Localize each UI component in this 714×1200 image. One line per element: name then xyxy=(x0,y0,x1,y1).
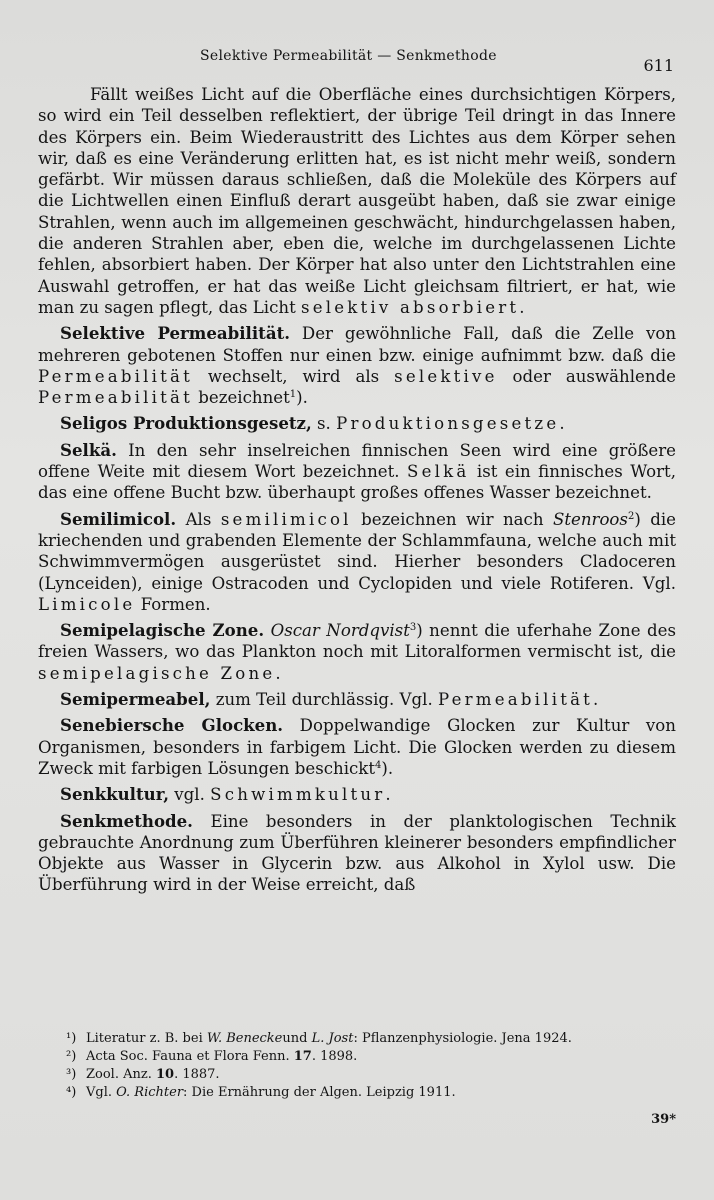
footnote-2: ²) Acta Soc. Fauna et Flora Fenn. 17. 1898. xyxy=(66,1049,358,1064)
entry-headword: Semilimicol. xyxy=(60,508,177,529)
entry-headword: Selkä. xyxy=(60,439,117,460)
footnote-4: ⁴) Vgl. O. Richter: Die Ernährung der Algen. Leipzig 1911. xyxy=(66,1085,456,1100)
page-header xyxy=(60,44,674,74)
footnote-ref: 1 xyxy=(289,389,297,401)
entry-headword: Senkkultur, xyxy=(60,784,170,805)
entry-senkkultur: Senkkultur, vgl. Schwimmkultur. xyxy=(60,784,391,805)
printer-signature: 39* xyxy=(651,1112,676,1127)
entry-senebiersche-glocken: Senebiersche Glocken. Doppelwandige Glocken zur Kultur von Organismen, besonders in farbigem Licht. Die Glocken werden zu diesem Zweck mit farbigen Lösungen beschickt$^4$). xyxy=(38,715,676,778)
entry-semipelagische-zone: Semipelagische Zone. Oscar Nordqvist$^3$) nennt die uferhahe Zone des freien Wassers, wo das Plankton noch mit Litoralformen vermischt ist, die semipelagische Zone. xyxy=(38,620,676,683)
entry-headword: Senkmethode. xyxy=(60,810,193,831)
entry-headword: Semipelagische Zone. xyxy=(60,620,265,641)
footnotes xyxy=(38,1030,676,1102)
intro-paragraph: Fällt weißes Licht auf die Oberfläche eines durchsichtigen Körpers, so wird ein Teil desselben reflektiert, der übrige Teil dringt in das Innere des Körpers ein. Beim Wiederaustritt des Lichtes aus dem Körper sehen wir, daß es eine Veränderung erlitten hat, es ist nicht mehr weiß, sondern gefärbt. Wir müssen daraus schließen, daß die Moleküle des Körpers auf die Lichtwellen einen Einfluß derart ausgeübt haben, daß sie zwar einige Strahlen, wenn auch im allgemeinen geschwächt, hindurchgelassen haben, die anderen Strahlen aber, eben die, welche im durchgelassenen Lichte fehlen, absorbiert haben. Der Körper hat also unter den Lichtstrahlen eine Auswahl getroffen, er hat das weiße Licht gleichsam filtriert, er hat, wie man zu sagen pflegt, das Licht selektiv absorbiert. xyxy=(38,85,676,317)
running-head: Selektive Permeabilität — Senkmethode xyxy=(200,48,497,64)
entry-headword: Seligos Produktionsgesetz, xyxy=(60,413,312,434)
entry-selektive-permeabilitaet: Selektive Permeabilität. Der gewöhnliche Fall, daß die Zelle von mehreren gebotenen Stoffen nur einen bzw. einige aufnimmt bzw. daß die Permeabilität wechselt, wird als selektive oder auswählende Permeabilität bezeichnet$^1$). xyxy=(38,323,677,408)
entry-seligos: Seligos Produktionsgesetz, s. Produktionsgesetze. xyxy=(60,413,565,434)
body-text xyxy=(38,84,676,896)
entry-headword: Selektive Permeabilität. xyxy=(60,323,291,344)
footnote-ref: 2 xyxy=(627,510,635,522)
footnote-3: ³) Zool. Anz. 10. 1887. xyxy=(66,1067,220,1082)
entry-semipermeabel: Semipermeabel, zum Teil durchlässig. Vgl. Permeabilität. xyxy=(60,689,599,710)
entry-semilimicol: Semilimicol. Als semilimicol bezeichnen wir nach Stenroos$^2$) die kriechenden und grabenden Elemente der Schlammfauna, welche auch mit Schwimmvermögen ausgerüstet sind. Hierher besonders Cladoceren (Lynceiden), einige Ostracoden und Cyclopiden und viele Rotiferen. Vgl. Limicole Formen. xyxy=(38,508,677,614)
entry-senkmethode: Senkmethode. Eine besonders in der planktologischen Technik gebrauchte Anordnung zum Überführen kleinerer besonders empfindlicher Objekte aus Wasser in Glycerin bzw. aus Alkohol in Xylol usw. Die Überführung wird in der Weise erreicht, daß xyxy=(38,810,676,895)
footnote-ref: 4 xyxy=(375,759,382,771)
footnote-ref: 3 xyxy=(409,622,417,634)
entry-headword: Semipermeabel, xyxy=(60,689,211,710)
entry-headword: Senebiersche Glocken. xyxy=(60,715,284,736)
entry-selkae: Selkä. In den sehr inselreichen finnischen Seen wird eine größere offene Weite mit diesem Wort bezeichnet. Selkä ist ein finnisches Wort, das eine offene Bucht bzw. überhaupt großes offenes Wasser bezeichnet. xyxy=(38,439,676,503)
page-number: 611 xyxy=(643,56,674,75)
footnote-1: ¹) Literatur z. B. bei W. Beneckeund L. Jost: Pflanzenphysiologie. Jena 1924. xyxy=(66,1031,572,1046)
